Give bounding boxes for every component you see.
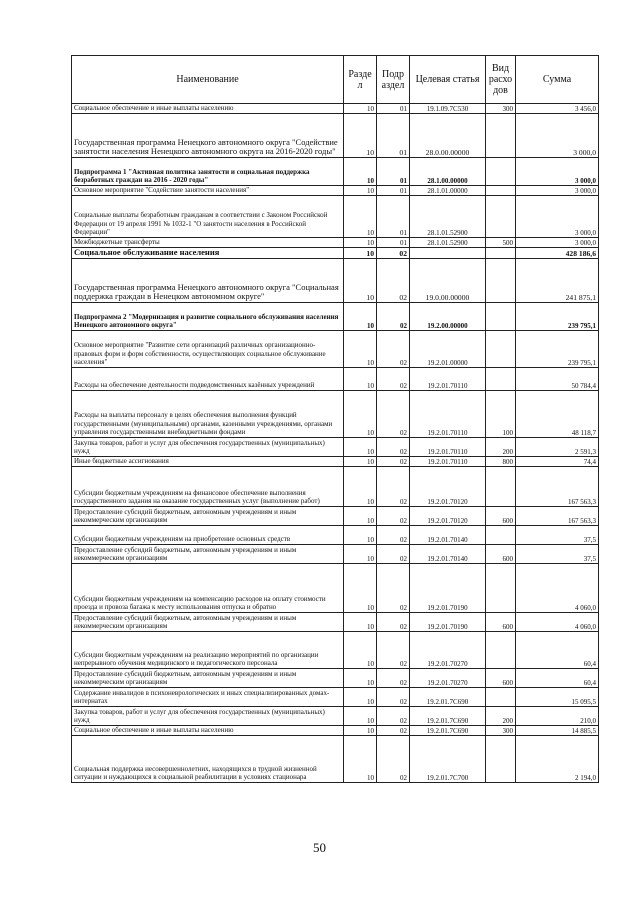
- cell-p: 01: [377, 114, 410, 158]
- cell-r: 10: [344, 526, 377, 545]
- cell-p: 02: [377, 248, 410, 259]
- cell-cs: 19.2.01.70270: [410, 669, 486, 688]
- cell-name: Закупка товаров, работ и услуг для обеспечения государственных (муниципальных) нужд: [72, 438, 344, 457]
- cell-name: Социальная поддержка несовершеннолетних, находящихся в трудной жизненной ситуации и нуждающихся в социальной реабилитации в условиях стационара: [72, 736, 344, 783]
- page-number: 50: [313, 840, 326, 855]
- cell-name: Предоставление субсидий бюджетным, автономным учреждениям и иным некоммерческим организациям: [72, 507, 344, 526]
- header-target: Целевая статья: [410, 56, 486, 104]
- cell-r: 10: [344, 368, 377, 391]
- cell-p: 02: [377, 669, 410, 688]
- cell-r: 10: [344, 564, 377, 613]
- cell-p: 01: [377, 158, 410, 186]
- cell-vr: [486, 688, 516, 707]
- cell-sum: 60,4: [516, 669, 599, 688]
- table-row: [72, 707, 599, 726]
- table-row: [72, 688, 599, 707]
- header-podrazdel: Подр аздел: [377, 56, 410, 104]
- cell-sum: 167 563,3: [516, 467, 599, 507]
- table-row: [72, 186, 599, 196]
- cell-sum: 48 118,7: [516, 391, 599, 438]
- table-row: [72, 158, 599, 186]
- cell-r: 10: [344, 669, 377, 688]
- table-row: [72, 507, 599, 526]
- cell-sum: 239 795,1: [516, 331, 599, 368]
- table-row: [72, 303, 599, 331]
- cell-cs: 19.2.01.70110: [410, 457, 486, 467]
- cell-vr: 300: [486, 104, 516, 114]
- cell-r: 10: [344, 726, 377, 736]
- cell-p: 02: [377, 391, 410, 438]
- cell-vr: [486, 303, 516, 331]
- table-row: [72, 259, 599, 303]
- cell-cs: 19.2.01.7С690: [410, 688, 486, 707]
- cell-name: Расходы на выплаты персоналу в целях обеспечения выполнения функций государственными (муниципальными) органами, казенными учреждениями, органами управления государственными внебюджетными фондами: [72, 391, 344, 438]
- cell-r: 10: [344, 331, 377, 368]
- table-row: [72, 248, 599, 259]
- cell-vr: 600: [486, 507, 516, 526]
- cell-sum: 3 000,0: [516, 196, 599, 238]
- cell-vr: [486, 368, 516, 391]
- cell-p: 02: [377, 707, 410, 726]
- cell-p: 02: [377, 688, 410, 707]
- cell-sum: 37,5: [516, 526, 599, 545]
- cell-name: Предоставление субсидий бюджетным, автономным учреждениям и иным некоммерческим организациям: [72, 545, 344, 564]
- cell-sum: 428 186,6: [516, 248, 599, 259]
- cell-vr: [486, 114, 516, 158]
- cell-name: Государственная программа Ненецкого автономного округа "Социальная поддержка граждан в Ненецком автономном округе": [72, 259, 344, 303]
- table-row: [72, 457, 599, 467]
- cell-r: 10: [344, 613, 377, 632]
- cell-name: Социальные выплаты безработным гражданам в соответствии с Законом Российской Федерации от 19 апреля 1991 № 1032-1 "О занятости населения в Российской Федерации": [72, 196, 344, 238]
- cell-p: 02: [377, 507, 410, 526]
- cell-name: Предоставление субсидий бюджетным, автономным учреждениям и иным некоммерческим организациям: [72, 669, 344, 688]
- cell-p: 02: [377, 564, 410, 613]
- cell-name: Основное мероприятие "Развитие сети организаций различных организационно-правовых форм и форм собственности, осуществляющих социальное обслуживание населения": [72, 331, 344, 368]
- table-row: [72, 391, 599, 438]
- cell-p: 01: [377, 186, 410, 196]
- cell-cs: 19.0.00.00000: [410, 259, 486, 303]
- cell-sum: 210,0: [516, 707, 599, 726]
- cell-cs: 19.2.01.7С700: [410, 736, 486, 783]
- cell-r: 10: [344, 507, 377, 526]
- table-row: [72, 238, 599, 248]
- header-razdel: Разде л: [344, 56, 377, 104]
- cell-r: 10: [344, 196, 377, 238]
- cell-name: Субсидии бюджетным учреждениям на компенсацию расходов на оплату стоимости проезда и провоза багажа к месту использования отпуска и обратно: [72, 564, 344, 613]
- cell-cs: 28.1.01.00000: [410, 186, 486, 196]
- cell-sum: 3 000,0: [516, 238, 599, 248]
- cell-cs: 19.2.01.7С690: [410, 726, 486, 736]
- cell-name: Субсидии бюджетным учреждениям на реализацию мероприятий по организации непрерывного обучения медицинского и педагогического персонала: [72, 632, 344, 669]
- cell-p: 02: [377, 545, 410, 564]
- cell-sum: 239 795,1: [516, 303, 599, 331]
- cell-vr: [486, 467, 516, 507]
- cell-vr: 500: [486, 238, 516, 248]
- cell-name: Социальное обеспечение и иные выплаты населению: [72, 104, 344, 114]
- cell-sum: 74,4: [516, 457, 599, 467]
- cell-cs: 19.2.01.70120: [410, 507, 486, 526]
- table-row: [72, 467, 599, 507]
- cell-cs: 19.2.01.70190: [410, 564, 486, 613]
- cell-cs: 19.2.01.70140: [410, 545, 486, 564]
- cell-p: 02: [377, 438, 410, 457]
- cell-sum: 4 060,0: [516, 564, 599, 613]
- cell-sum: 50 784,4: [516, 368, 599, 391]
- cell-r: 10: [344, 104, 377, 114]
- cell-vr: [486, 526, 516, 545]
- cell-vr: [486, 259, 516, 303]
- cell-p: 02: [377, 726, 410, 736]
- cell-p: 01: [377, 104, 410, 114]
- table-row: [72, 613, 599, 632]
- cell-r: 10: [344, 114, 377, 158]
- cell-name: Субсидии бюджетным учреждениям на финансовое обеспечение выполнения государственного задания на оказание государственных услуг (выполнение работ): [72, 467, 344, 507]
- cell-cs: 19.2.01.70190: [410, 613, 486, 632]
- header-vid: Вид расхо дов: [486, 56, 516, 104]
- table-row: [72, 196, 599, 238]
- table-row: [72, 331, 599, 368]
- cell-sum: 14 885,5: [516, 726, 599, 736]
- table-row: [72, 669, 599, 688]
- cell-name: Иные бюджетные ассигнования: [72, 457, 344, 467]
- cell-cs: 19.2.01.7С690: [410, 707, 486, 726]
- cell-name: Расходы на обеспечение деятельности подведомственных казённых учреждений: [72, 368, 344, 391]
- cell-sum: 241 875,1: [516, 259, 599, 303]
- cell-r: 10: [344, 438, 377, 457]
- cell-name: Субсидии бюджетным учреждениям на приобретение основных средств: [72, 526, 344, 545]
- cell-p: 01: [377, 196, 410, 238]
- cell-vr: [486, 632, 516, 669]
- cell-name: Содержание инвалидов в психоневрологических и иных специализированных домах-интернатах: [72, 688, 344, 707]
- cell-p: 02: [377, 259, 410, 303]
- cell-sum: 2 591,3: [516, 438, 599, 457]
- cell-r: 10: [344, 632, 377, 669]
- cell-r: 10: [344, 238, 377, 248]
- cell-vr: 200: [486, 707, 516, 726]
- cell-r: 10: [344, 707, 377, 726]
- budget-table: [71, 55, 599, 783]
- table-row: [72, 545, 599, 564]
- cell-vr: 600: [486, 613, 516, 632]
- cell-p: 02: [377, 467, 410, 507]
- table-row: [72, 114, 599, 158]
- cell-r: 10: [344, 158, 377, 186]
- cell-r: 10: [344, 467, 377, 507]
- cell-vr: 300: [486, 726, 516, 736]
- cell-name: Социальное обеспечение и иные выплаты населению: [72, 726, 344, 736]
- cell-r: 10: [344, 545, 377, 564]
- cell-sum: 2 194,0: [516, 736, 599, 783]
- cell-r: 10: [344, 248, 377, 259]
- cell-cs: 19.2.01.70140: [410, 526, 486, 545]
- cell-name: Межбюджетные трансферты: [72, 238, 344, 248]
- table-row: [72, 736, 599, 783]
- header-sum: Сумма: [516, 56, 599, 104]
- cell-name: Подпрограмма 2 "Модернизация и развитие социального обслуживания населения Ненецкого автономного округа": [72, 303, 344, 331]
- cell-p: 01: [377, 238, 410, 248]
- cell-vr: 600: [486, 669, 516, 688]
- table-row: [72, 104, 599, 114]
- cell-sum: 3 456,0: [516, 104, 599, 114]
- cell-p: 02: [377, 457, 410, 467]
- cell-sum: 3 000,0: [516, 114, 599, 158]
- cell-vr: [486, 331, 516, 368]
- cell-vr: 600: [486, 545, 516, 564]
- cell-name: Социальное обслуживание населения: [72, 248, 344, 259]
- cell-sum: 15 095,5: [516, 688, 599, 707]
- cell-cs: 28.1.00.00000: [410, 158, 486, 186]
- cell-name: Основное мероприятие "Содействие занятости населения": [72, 186, 344, 196]
- cell-sum: 3 000,0: [516, 186, 599, 196]
- cell-vr: [486, 186, 516, 196]
- cell-cs: 28.1.01.52900: [410, 238, 486, 248]
- cell-cs: [410, 248, 486, 259]
- cell-cs: 19.2.01.70120: [410, 467, 486, 507]
- cell-p: 02: [377, 368, 410, 391]
- cell-cs: 19.1.09.7С530: [410, 104, 486, 114]
- table-row: [72, 726, 599, 736]
- cell-r: 10: [344, 736, 377, 783]
- cell-sum: 60,4: [516, 632, 599, 669]
- cell-vr: [486, 564, 516, 613]
- header-name: Наименование: [72, 56, 344, 104]
- cell-p: 02: [377, 331, 410, 368]
- cell-sum: 167 563,3: [516, 507, 599, 526]
- cell-r: 10: [344, 303, 377, 331]
- cell-r: 10: [344, 688, 377, 707]
- cell-cs: 19.2.01.70110: [410, 368, 486, 391]
- cell-p: 02: [377, 613, 410, 632]
- cell-p: 02: [377, 526, 410, 545]
- cell-vr: 100: [486, 391, 516, 438]
- cell-p: 02: [377, 736, 410, 783]
- header-row: [72, 56, 599, 104]
- table-body: [72, 104, 599, 783]
- cell-r: 10: [344, 391, 377, 438]
- table-row: [72, 632, 599, 669]
- cell-sum: 4 060,0: [516, 613, 599, 632]
- cell-cs: 19.2.01.70110: [410, 391, 486, 438]
- cell-vr: [486, 736, 516, 783]
- cell-name: Предоставление субсидий бюджетным, автономным учреждениям и иным некоммерческим организациям: [72, 613, 344, 632]
- cell-name: Государственная программа Ненецкого автономного округа "Содействие занятости населения Ненецкого автономного округа на 2016-2020 годы": [72, 114, 344, 158]
- cell-p: 02: [377, 632, 410, 669]
- cell-vr: 800: [486, 457, 516, 467]
- cell-vr: [486, 196, 516, 238]
- cell-p: 02: [377, 303, 410, 331]
- cell-vr: 200: [486, 438, 516, 457]
- cell-r: 10: [344, 259, 377, 303]
- table-row: [72, 564, 599, 613]
- cell-name: Подпрограмма 1 "Активная политика занятости и социальная поддержка безработных граждан на 2016 - 2020 годы": [72, 158, 344, 186]
- cell-sum: 37,5: [516, 545, 599, 564]
- cell-cs: 28.1.01.52900: [410, 196, 486, 238]
- cell-cs: 19.2.00.00000: [410, 303, 486, 331]
- table-row: [72, 368, 599, 391]
- cell-cs: 19.2.01.70110: [410, 438, 486, 457]
- cell-r: 10: [344, 186, 377, 196]
- cell-name: Закупка товаров, работ и услуг для обеспечения государственных (муниципальных) нужд: [72, 707, 344, 726]
- table-row: [72, 526, 599, 545]
- cell-cs: 19.2.01.00000: [410, 331, 486, 368]
- cell-vr: [486, 158, 516, 186]
- cell-cs: 19.2.01.70270: [410, 632, 486, 669]
- table-row: [72, 438, 599, 457]
- cell-r: 10: [344, 457, 377, 467]
- cell-cs: 28.0.00.00000: [410, 114, 486, 158]
- cell-sum: 3 000,0: [516, 158, 599, 186]
- cell-vr: [486, 248, 516, 259]
